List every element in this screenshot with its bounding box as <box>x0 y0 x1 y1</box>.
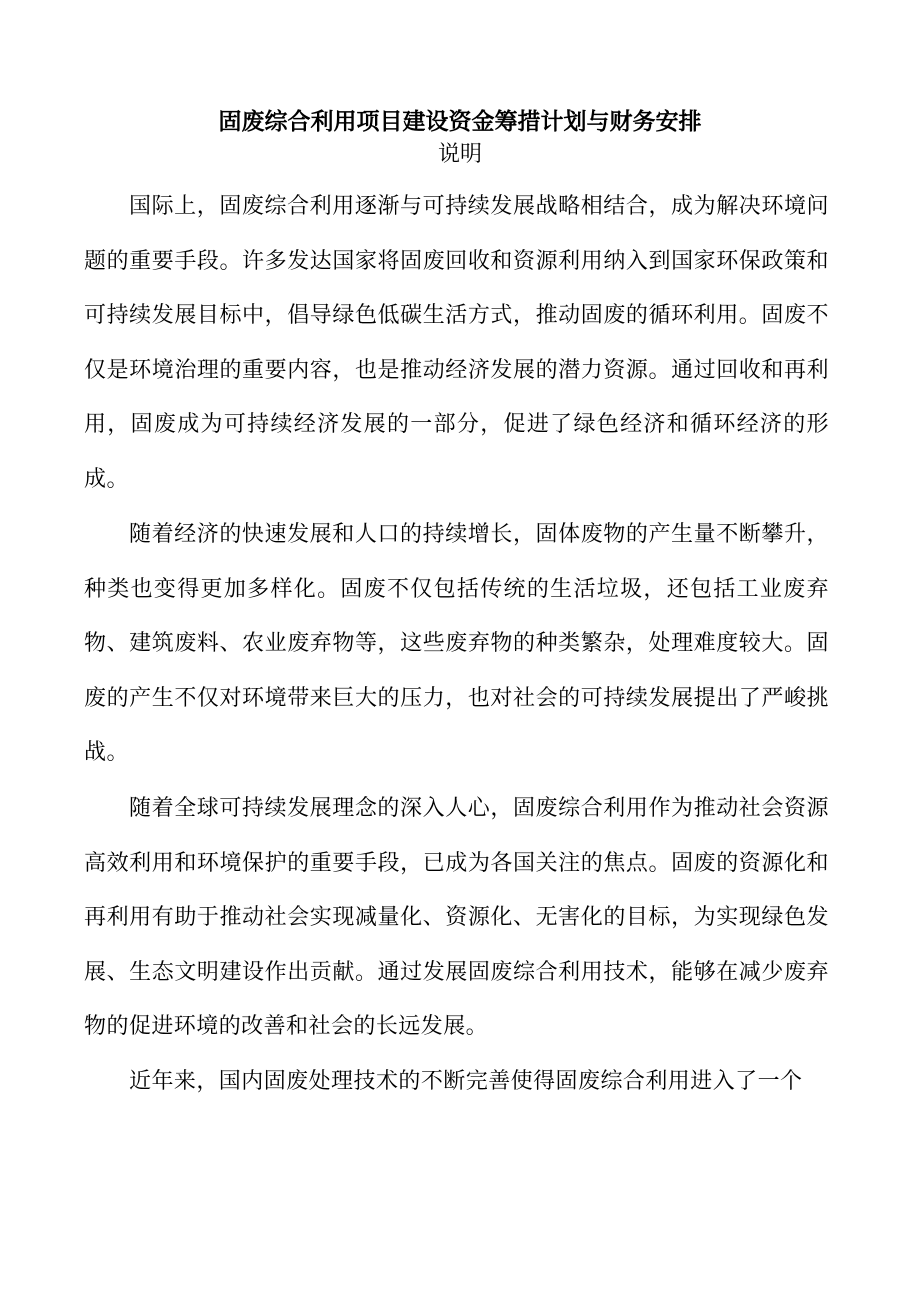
paragraph-3: 随着全球可持续发展理念的深入人心，固废综合利用作为推动社会资源高效利用和环境保护的重要手段，已成为各国关注的焦点。固废的资源化和再利用有助于推动社会实现减量化、资源化、无害化的目标，为实现绿色发展、生态文明建设作出贡献。通过发展固废综合利用技术，能够在减少废弃物的促进环境的改善和社会的长远发展。 <box>84 796 829 1039</box>
paragraph-1: 国际上，固废综合利用逐渐与可持续发展战略相结合，成为解决环境问题的重要手段。许多发达国家将固废回收和资源利用纳入到国家环保政策和可持续发展目标中，倡导绿色低碳生活方式，推动固废的循环利用。固废不仅是环境治理的重要内容，也是推动经济发展的潜力资源。通过回收和再利用，固废成为可持续经济发展的一部分，促进了绿色经济和循环经济的形成。 <box>84 194 829 492</box>
document-subtitle: 说明 <box>437 142 482 167</box>
paragraph-2: 随着经济的快速发展和人口的持续增长，固体废物的产生量不断攀升，种类也变得更加多样化。固废不仅包括传统的生活垃圾，还包括工业废弃物、建筑废料、农业废弃物等，这些废弃物的种类繁杂，处理难度较大。固废的产生不仅对环境带来巨大的压力，也对社会的可持续发展提出了严峻挑战。 <box>84 522 829 765</box>
document-title: 固废综合利用项目建设资金筹措计划与财务安排 <box>218 108 702 135</box>
paragraph-4: 近年来，国内固废处理技术的不断完善使得固废综合利用进入了一个 <box>129 1069 803 1094</box>
